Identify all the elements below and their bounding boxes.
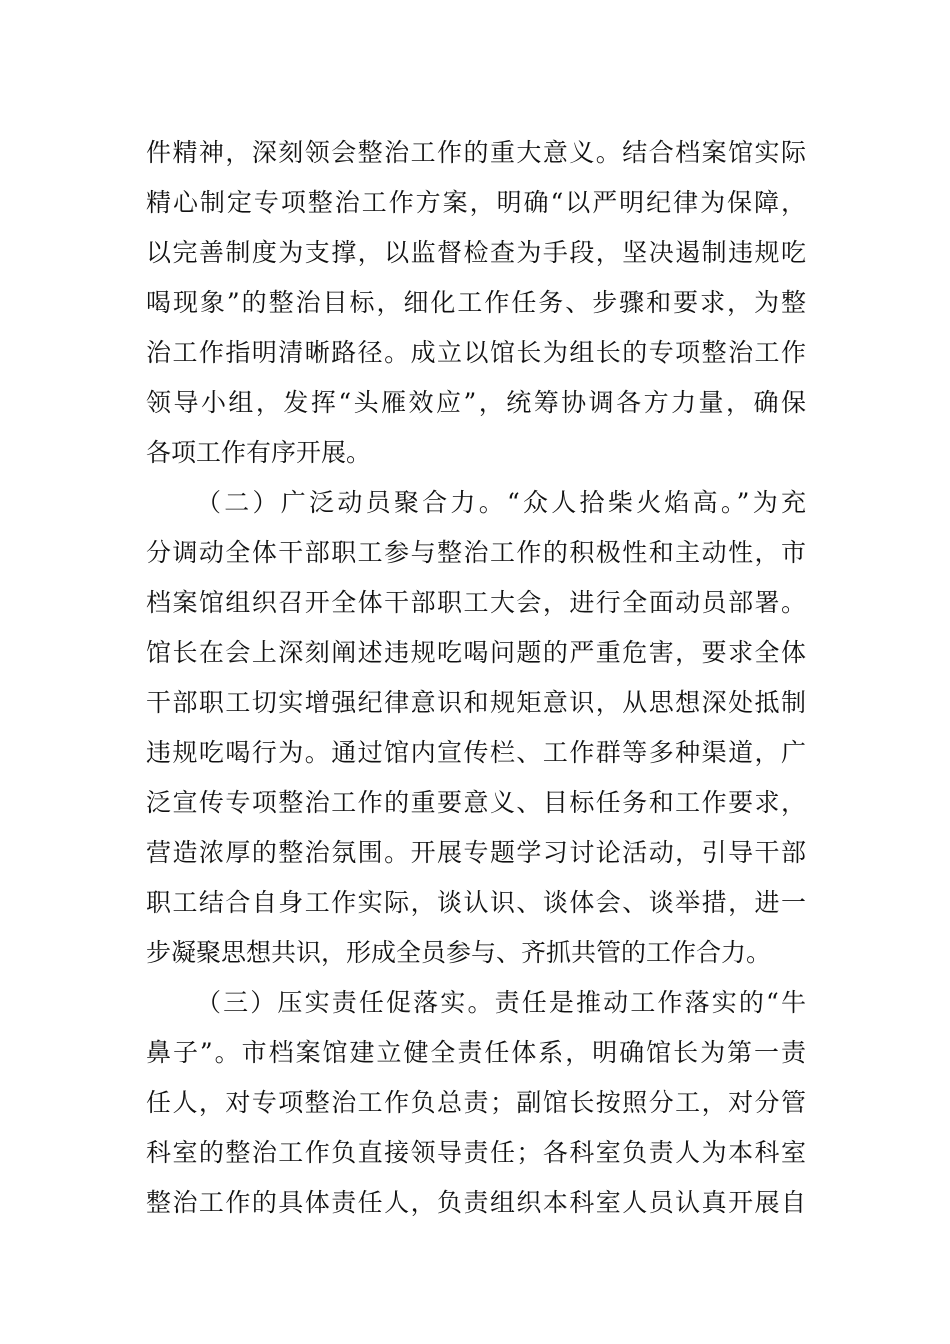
text-line: 步凝聚思想共识，形成全员参与、齐抓共管的工作合力。: [146, 938, 772, 967]
text-line: 科室的整治工作负直接领导责任；各科室负责人为本科室: [146, 1138, 806, 1167]
text-line: 泛宣传专项整治工作的重要意义、目标任务和工作要求，: [146, 788, 806, 817]
text-line: 档案馆组织召开全体干部职工大会，进行全面动员部署。: [146, 588, 806, 617]
paragraph-heading-line: （三）压实责任促落实。责任是推动工作落实的“牛: [196, 988, 806, 1017]
text-line: 件精神，深刻领会整治工作的重大意义。结合档案馆实际: [146, 138, 806, 167]
text-line: 精心制定专项整治工作方案，明确“以严明纪律为保障，: [146, 188, 806, 217]
text-line: 分调动全体干部职工参与整治工作的积极性和主动性，市: [146, 538, 806, 567]
text-line: 任人，对专项整治工作负总责；副馆长按照分工，对分管: [146, 1088, 806, 1117]
text-line: 违规吃喝行为。通过馆内宣传栏、工作群等多种渠道，广: [146, 738, 806, 767]
text-line: 鼻子”。市档案馆建立健全责任体系，明确馆长为第一责: [146, 1038, 806, 1067]
text-line: 整治工作的具体责任人，负责组织本科室人员认真开展自: [146, 1188, 806, 1217]
text-line: 以完善制度为支撑，以监督检查为手段，坚决遏制违规吃: [146, 238, 806, 267]
text-line: 领导小组，发挥“头雁效应”，统筹协调各方力量，确保: [146, 388, 806, 417]
text-line: 各项工作有序开展。: [146, 438, 372, 467]
text-line: 喝现象”的整治目标，细化工作任务、步骤和要求，为整: [146, 288, 806, 317]
text-line: 干部职工切实增强纪律意识和规矩意识，从思想深处抵制: [146, 688, 806, 717]
text-line: 营造浓厚的整治氛围。开展专题学习讨论活动，引导干部: [146, 838, 806, 867]
text-line: 治工作指明清晰路径。成立以馆长为组长的专项整治工作: [146, 338, 806, 367]
text-line: 馆长在会上深刻阐述违规吃喝问题的严重危害，要求全体: [146, 638, 806, 667]
paragraph-heading-line: （二）广泛动员聚合力。“众人拾柴火焰高。”为充: [196, 488, 806, 517]
text-line: 职工结合自身工作实际，谈认识、谈体会、谈举措，进一: [146, 888, 806, 917]
